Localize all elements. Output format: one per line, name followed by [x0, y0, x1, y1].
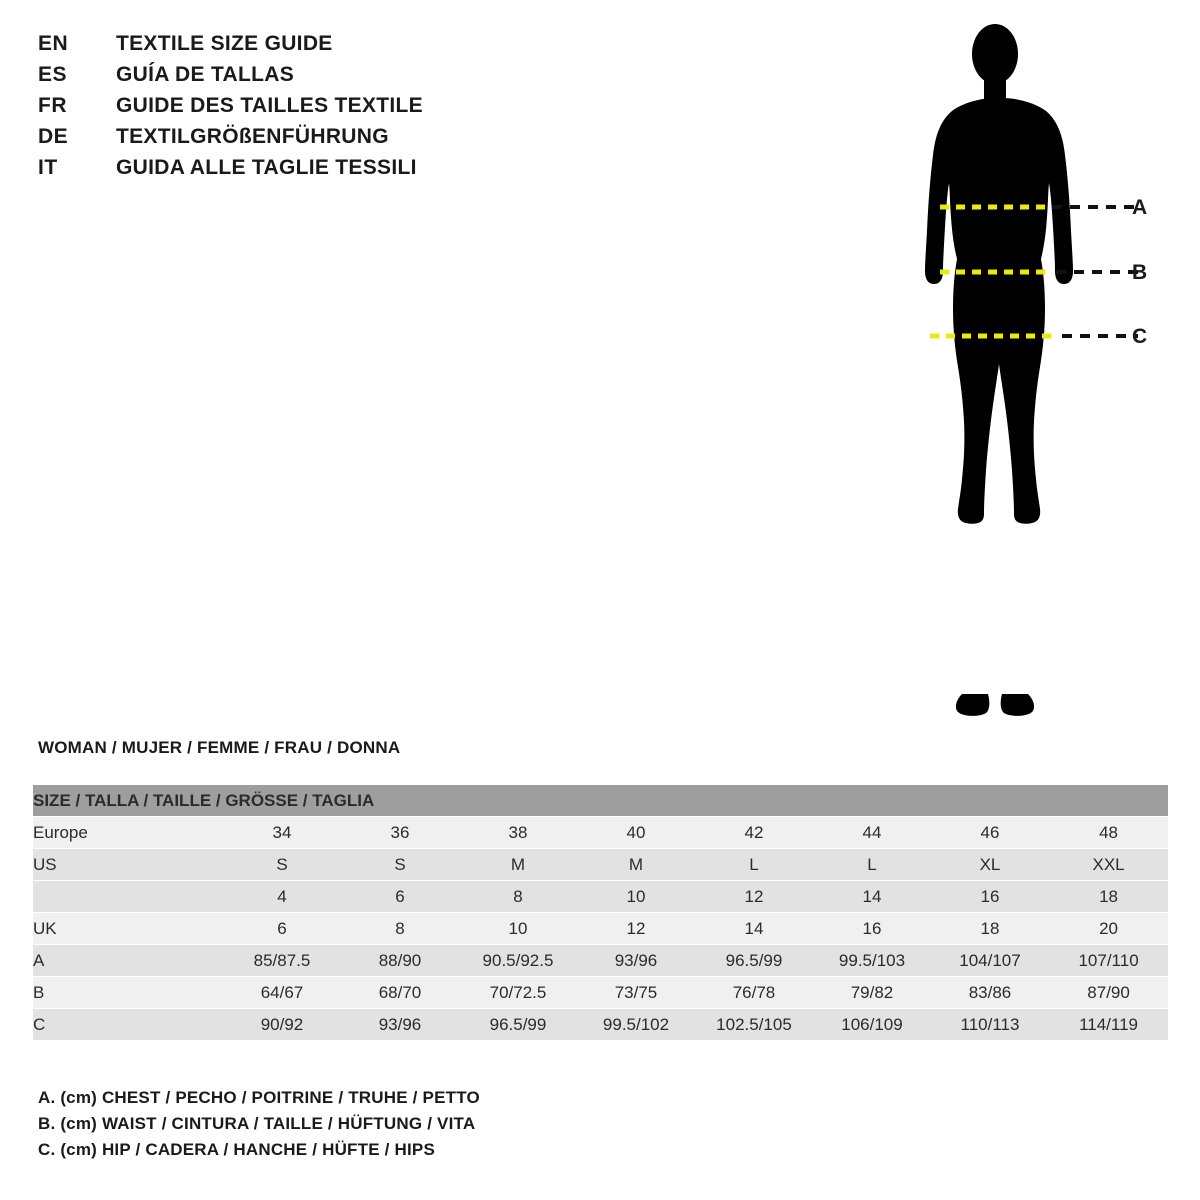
cell: 16 [931, 881, 1049, 913]
cell: 38 [459, 817, 577, 849]
cell: 12 [577, 913, 695, 945]
table-row [33, 913, 1168, 945]
cell: 93/96 [341, 1009, 459, 1041]
measure-label-b: B [1132, 261, 1148, 284]
language-code: ES [38, 63, 68, 86]
cell: 76/78 [695, 977, 813, 1009]
title-row [38, 125, 658, 156]
cell: 85/87.5 [223, 945, 341, 977]
cell: 36 [341, 817, 459, 849]
cell: 107/110 [1049, 945, 1168, 977]
measure-label-c: C [1132, 325, 1148, 348]
cell: XXL [1049, 849, 1168, 881]
cell: S [223, 849, 341, 881]
silhouette-body-icon [925, 24, 1073, 716]
cell: L [813, 849, 931, 881]
cell: 18 [1049, 881, 1168, 913]
table-row [33, 849, 1168, 881]
cell: 106/109 [813, 1009, 931, 1041]
row-label [33, 881, 223, 913]
cell: 83/86 [931, 977, 1049, 1009]
cell: 114/119 [1049, 1009, 1168, 1041]
cell: 70/72.5 [459, 977, 577, 1009]
language-code: IT [38, 156, 58, 179]
cell: 99.5/102 [577, 1009, 695, 1041]
gender-title: WOMAN / MUJER / FEMME / FRAU / DONNA [38, 738, 401, 757]
cell: M [577, 849, 695, 881]
cell: 73/75 [577, 977, 695, 1009]
footnote-hip: C. (cm) HIP / CADERA / HANCHE / HÜFTE / HIPS [38, 1140, 436, 1159]
cell: 88/90 [341, 945, 459, 977]
cell: 34 [223, 817, 341, 849]
cell: 102.5/105 [695, 1009, 813, 1041]
cell: 87/90 [1049, 977, 1168, 1009]
table-row [33, 817, 1168, 849]
cell: 96.5/99 [695, 945, 813, 977]
title-text: GUÍA DE TALLAS [116, 63, 295, 86]
size-table [33, 785, 1168, 1041]
row-label: UK [33, 913, 223, 945]
title-text: GUIDE DES TAILLES TEXTILE [116, 94, 423, 117]
row-label: C [33, 1009, 223, 1041]
title-text: TEXTILE SIZE GUIDE [116, 32, 333, 55]
cell: 64/67 [223, 977, 341, 1009]
measure-label-group [1120, 18, 1190, 378]
cell: 44 [813, 817, 931, 849]
row-label: B [33, 977, 223, 1009]
title-row [38, 63, 658, 94]
measure-label-a: A [1132, 196, 1148, 219]
cell: 8 [341, 913, 459, 945]
title-row [38, 32, 658, 63]
cell: 90.5/92.5 [459, 945, 577, 977]
row-label: US [33, 849, 223, 881]
cell: 79/82 [813, 977, 931, 1009]
table-row [33, 881, 1168, 913]
cell: 16 [813, 913, 931, 945]
footnote-list [38, 1088, 838, 1166]
cell: 93/96 [577, 945, 695, 977]
cell: 10 [459, 913, 577, 945]
cell: 96.5/99 [459, 1009, 577, 1041]
cell: 90/92 [223, 1009, 341, 1041]
footnote-waist: B. (cm) WAIST / CINTURA / TAILLE / HÜFTUNG / VITA [38, 1114, 476, 1133]
cell: S [341, 849, 459, 881]
cell: 99.5/103 [813, 945, 931, 977]
cell: L [695, 849, 813, 881]
cell: 20 [1049, 913, 1168, 945]
cell: 14 [695, 913, 813, 945]
title-text: GUIDA ALLE TAGLIE TESSILI [116, 156, 417, 179]
cell: 68/70 [341, 977, 459, 1009]
language-code: DE [38, 125, 69, 148]
cell: 12 [695, 881, 813, 913]
cell: 18 [931, 913, 1049, 945]
title-text: TEXTILGRÖßENFÜHRUNG [116, 125, 389, 148]
cell: 8 [459, 881, 577, 913]
cell: 110/113 [931, 1009, 1049, 1041]
cell: XL [931, 849, 1049, 881]
table-header-row [33, 785, 1168, 817]
table-row [33, 977, 1168, 1009]
row-label: A [33, 945, 223, 977]
language-title-list [38, 32, 658, 187]
cell: 6 [341, 881, 459, 913]
cell: 104/107 [931, 945, 1049, 977]
cell: 48 [1049, 817, 1168, 849]
cell: 40 [577, 817, 695, 849]
language-code: FR [38, 94, 67, 117]
cell: 42 [695, 817, 813, 849]
footnote-chest: A. (cm) CHEST / PECHO / POITRINE / TRUHE / PETTO [38, 1088, 480, 1107]
table-row [33, 1009, 1168, 1041]
cell: 6 [223, 913, 341, 945]
cell: 4 [223, 881, 341, 913]
cell: 46 [931, 817, 1049, 849]
title-row [38, 156, 658, 187]
cell: 10 [577, 881, 695, 913]
table-header-label: SIZE / TALLA / TAILLE / GRÖSSE / TAGLIA [33, 785, 1168, 817]
cell: 14 [813, 881, 931, 913]
cell: M [459, 849, 577, 881]
table-row [33, 945, 1168, 977]
language-code: EN [38, 32, 69, 55]
row-label: Europe [33, 817, 223, 849]
title-row [38, 94, 658, 125]
